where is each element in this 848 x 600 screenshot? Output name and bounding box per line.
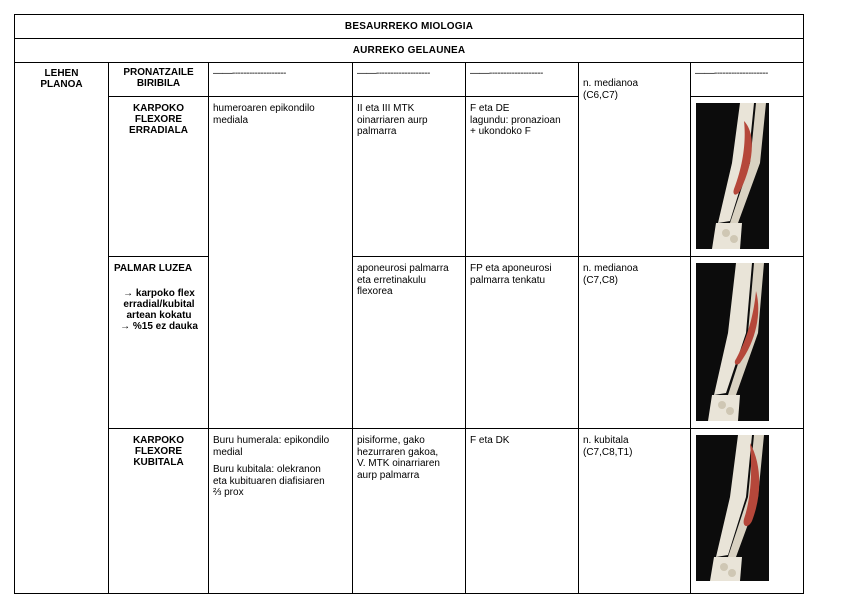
origin-fcu-ulnar: Buru kubitala: olekranon eta kubituaren diafisiaren ⅔ prox [213,464,325,498]
muscle-name-pronator: PRONATZAILE BIRIBILA [109,63,209,97]
insertion-placeholder: ——------------------- [353,63,466,97]
origin-fcu [209,429,353,594]
nerve-pl: n. medianoa (C7,C8) [579,257,691,429]
image-cell-pl [691,257,804,429]
origin-fcu-humeral: Buru humerala: epikondilo medial [213,435,330,458]
table-subtitle: AURREKO GELAUNEA [15,39,804,63]
muscle-name-fcr: KARPOKO FLEXORE ERRADIALA [109,97,209,257]
origin-fcr: humeroaren epikondilo mediala [209,97,353,429]
insertion-fcr: II eta III MTK oinarriaren aurp palmarra [353,97,466,257]
origin-placeholder: ——------------------- [209,63,353,97]
action-placeholder: ——------------------- [466,63,579,97]
forearm-muscle-illustration-icon [696,435,769,581]
forearm-muscle-illustration-icon [696,103,769,249]
nerve-median-1: n. medianoa (C6,C7) [579,63,691,257]
muscle-name-fcu: KARPOKO FLEXORE KUBITALA [109,429,209,594]
action-fcu: F eta DK [466,429,579,594]
myology-table [14,14,804,594]
table-title: BESAURREKO MIOLOGIA [15,15,804,39]
forearm-muscle-illustration-icon [696,263,769,421]
action-fcr: F eta DE lagundu: pronazioan + ukondoko F [466,97,579,257]
nerve-fcu: n. kubitala (C7,C8,T1) [579,429,691,594]
muscle-cell-pl [109,257,209,429]
muscle-note-pl: → karpoko flex erradial/kubital artean kokatu → %15 ez dauka [120,288,198,332]
insertion-fcu: pisiforme, gako hezurraren gakoa, V. MTK oinarriaren aurp palmarra [353,429,466,594]
action-pl: FP eta aponeurosi palmarra tenkatu [466,257,579,429]
image-cell-fcu [691,429,804,594]
insertion-pl: aponeurosi palmarra eta erretinakulu flexorea [353,257,466,429]
plane-label: LEHEN PLANOA [15,63,109,594]
image-placeholder: ——------------------- [691,63,804,97]
muscle-name-pl: PALMAR LUZEA [114,263,193,274]
image-cell-fcr [691,97,804,257]
